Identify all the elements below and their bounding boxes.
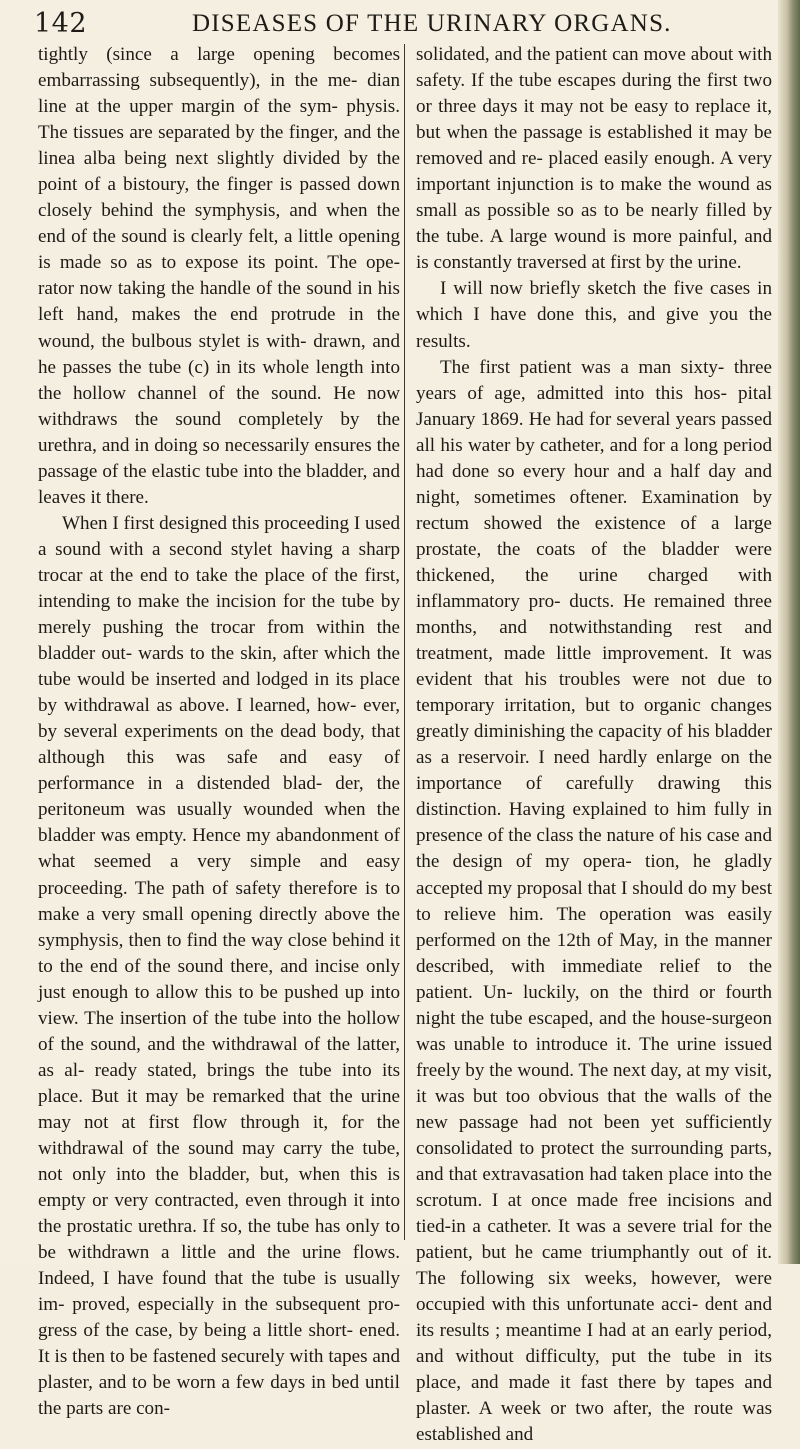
left-column: [38, 42, 400, 1422]
paragraph: The first patient was a man sixty- three years of age, admitted into this hos- pital January 1869. He had for several years passed all his water by catheter, and for a long period had done so every hour and a half day and night, sometimes oftener. Examination by rectum showed the existence of a large prostate, the coats of the bladder were thickened, the urine charged with inflammatory pro- ducts. He remained three months, and notwithstanding rest and treatment, made little improvement. It was evident that his troubles were not due to temporary irritation, but to organic changes greatly diminishing the capacity of his bladder as a reservoir. I need hardly enlarge on the importance of carefully drawing this distinction. Having explained to him fully in presence of the class the nature of his case and the design of my opera- tion, he gladly accepted my proposal that I should do my best to relieve him. The operation was easily performed on the 12th of May, in the manner described, with immediate relief to the patient. Un- luckily, on the third or fourth night the tube escaped, and the house-surgeon was unable to introduce it. The urine issued freely by the wound. The next day, at my visit, it was but too obvious that the walls of the new passage had not been yet sufficiently consolidated to protect the surrounding parts, and that extravasation had taken place into the scrotum. I at once made free incisions and tied-in a catheter. It was a severe trial for the patient, but he came triumphantly out of it. The following six weeks, however, were occupied with this unfortunate acci- dent and its results ; meantime I had at an early period, and without difficulty, put the tube in its place, and made it fast there by tapes and plaster. A week or two after, the route was established and: [416, 356, 772, 1446]
running-title: DISEASES OF THE URINARY ORGANS.: [192, 10, 672, 37]
paragraph: solidated, and the patient can move about with safety. If the tube escapes during the first two or three days it may not be easy to replace it, but when the passage is established it may be removed and re- placed easily enough. A very important injunction is to make the wound as small as possible so as to be nearly filled by the tube. A large wound is more painful, and is constantly traversed at first by the urine.: [416, 44, 772, 274]
page-number: 142: [34, 8, 88, 39]
paragraph: tightly (since a large opening becomes embarrassing subsequently), in the me- dian line at the upper margin of the sym- physis. The tissues are separated by the finger, and the linea alba being next slightly divided by the point of a bistoury, the finger is passed down closely behind the symphysis, and when the end of the sound is clearly felt, a little opening is made so as to expose its point. The ope- rator now taking the handle of the sound in his left hand, makes the end protrude in the wound, the bulbous stylet is with- drawn, and he passes the tube (c) in its whole length into the hollow channel of the sound. He now withdraws the sound completely by the urethra, and in doing so necessarily ensures the passage of the elastic tube into the bladder, and leaves it there.: [38, 44, 400, 508]
page-header: [30, 6, 770, 46]
paragraph: I will now briefly sketch the five cases in which I have done this, and give you the results.: [416, 278, 772, 352]
column-divider: [404, 44, 405, 1240]
page-edge-shadow: [778, 0, 800, 1264]
paragraph: When I first designed this proceeding I used a sound with a second stylet having a sharp trocar at the end to take the place of the first, intending to make the incision for the tube by merely pushing the trocar from within the bladder out- wards to the skin, after which the tube would be inserted and lodged in its place by withdrawal as above. I learned, how- ever, by several experiments on the dead body, that although this was safe and easy of performance in a distended blad- der, the peritoneum was usually wounded when the bladder was empty. Hence my abandonment of what seemed a very simple and easy proceeding. The path of safety therefore is to make a very small opening directly above the symphysis, then to find the way close behind it to the end of the sound there, and incise only just enough to allow this to be pushed up into view. The insertion of the tube into the hollow of the sound, and the withdrawal of the latter, as al- ready stated, brings the tube into its place. But it may be remarked that the urine may not at first flow through it, for the withdrawal of the sound may carry the tube, not only into the bladder, but, when this is empty or very contracted, even through it into the prostatic urethra. If so, the tube has only to be withdrawn a little and the urine flows. Indeed, I have found that the tube is usually im- proved, especially in the subsequent pro- gress of the case, by being a little short- ened. It is then to be fastened securely with tapes and plaster, and to be worn a few days in bed until the parts are con-: [38, 512, 400, 1420]
right-column: [416, 42, 772, 1449]
